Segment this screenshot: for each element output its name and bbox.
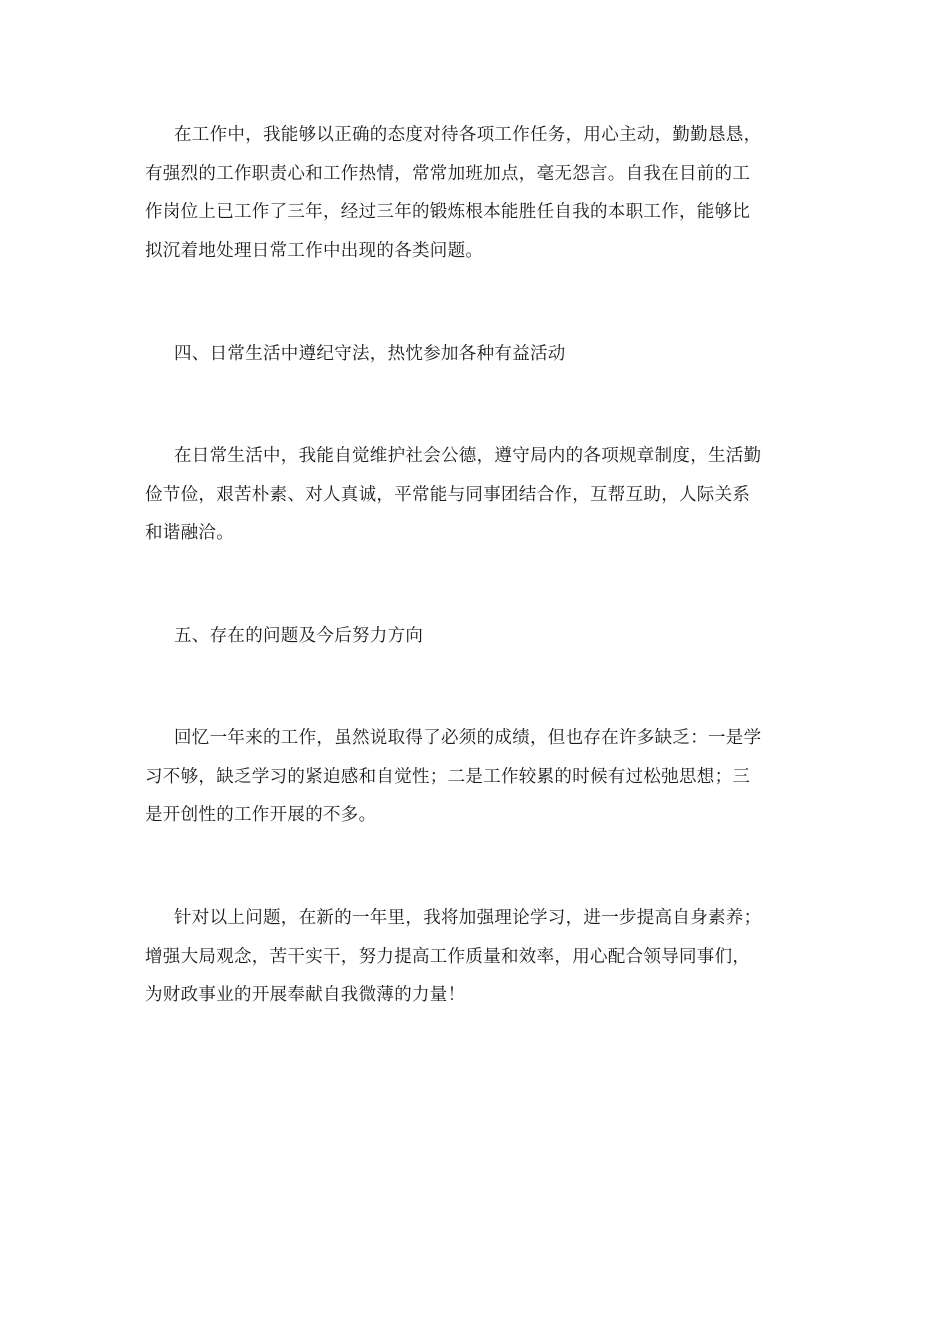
paragraph-problems (145, 719, 805, 835)
text-line: 是开创性的工作开展的不多。 (145, 805, 377, 825)
text-line: 有强烈的工作职责心和工作热情，常常加班加点，毫无怨言。自我在目前的工 (145, 163, 751, 184)
paragraph-work-attitude (145, 116, 805, 270)
text-line: 回忆一年来的工作，虽然说取得了必须的成绩，但也存在许多缺乏：一是学 (174, 728, 762, 748)
heading-text: 四、日常生活中遵纪守法，热忱参加各种有益活动 (174, 344, 566, 364)
paragraph-daily-life (145, 437, 805, 553)
text-line: 针对以上问题，在新的一年里，我将加强理论学习，进一步提高自身素养； (174, 908, 762, 928)
text-line: 增强大局观念，苦干实干，努力提高工作质量和效率，用心配合领导同事们， (145, 946, 751, 967)
text-line: 和谐融洽。 (145, 523, 234, 543)
text-line: 俭节俭，艰苦朴素、对人真诚，平常能与同事团结合作，互帮互助，人际关系 (145, 484, 751, 505)
heading-text: 五、存在的问题及今后努力方向 (174, 626, 424, 646)
section-heading-4 (174, 335, 814, 374)
text-line: 为财政事业的开展奉献自我微薄的力量！ (145, 985, 466, 1005)
paragraph-future-plan (145, 899, 805, 1015)
text-line: 作岗位上已工作了三年，经过三年的锻炼根本能胜任自我的本职工作，能够比 (145, 202, 751, 222)
section-heading-5 (174, 617, 814, 656)
text-line: 在工作中，我能够以正确的态度对待各项工作任务，用心主动，勤勤恳恳， (174, 125, 762, 145)
text-line: 拟沉着地处理日常工作中出现的各类问题。 (145, 240, 484, 261)
text-line: 习不够，缺乏学习的紧迫感和自觉性；二是工作较累的时候有过松弛思想；三 (145, 766, 751, 787)
text-line: 在日常生活中，我能自觉维护社会公德，遵守局内的各项规章制度，生活勤 (174, 446, 762, 466)
